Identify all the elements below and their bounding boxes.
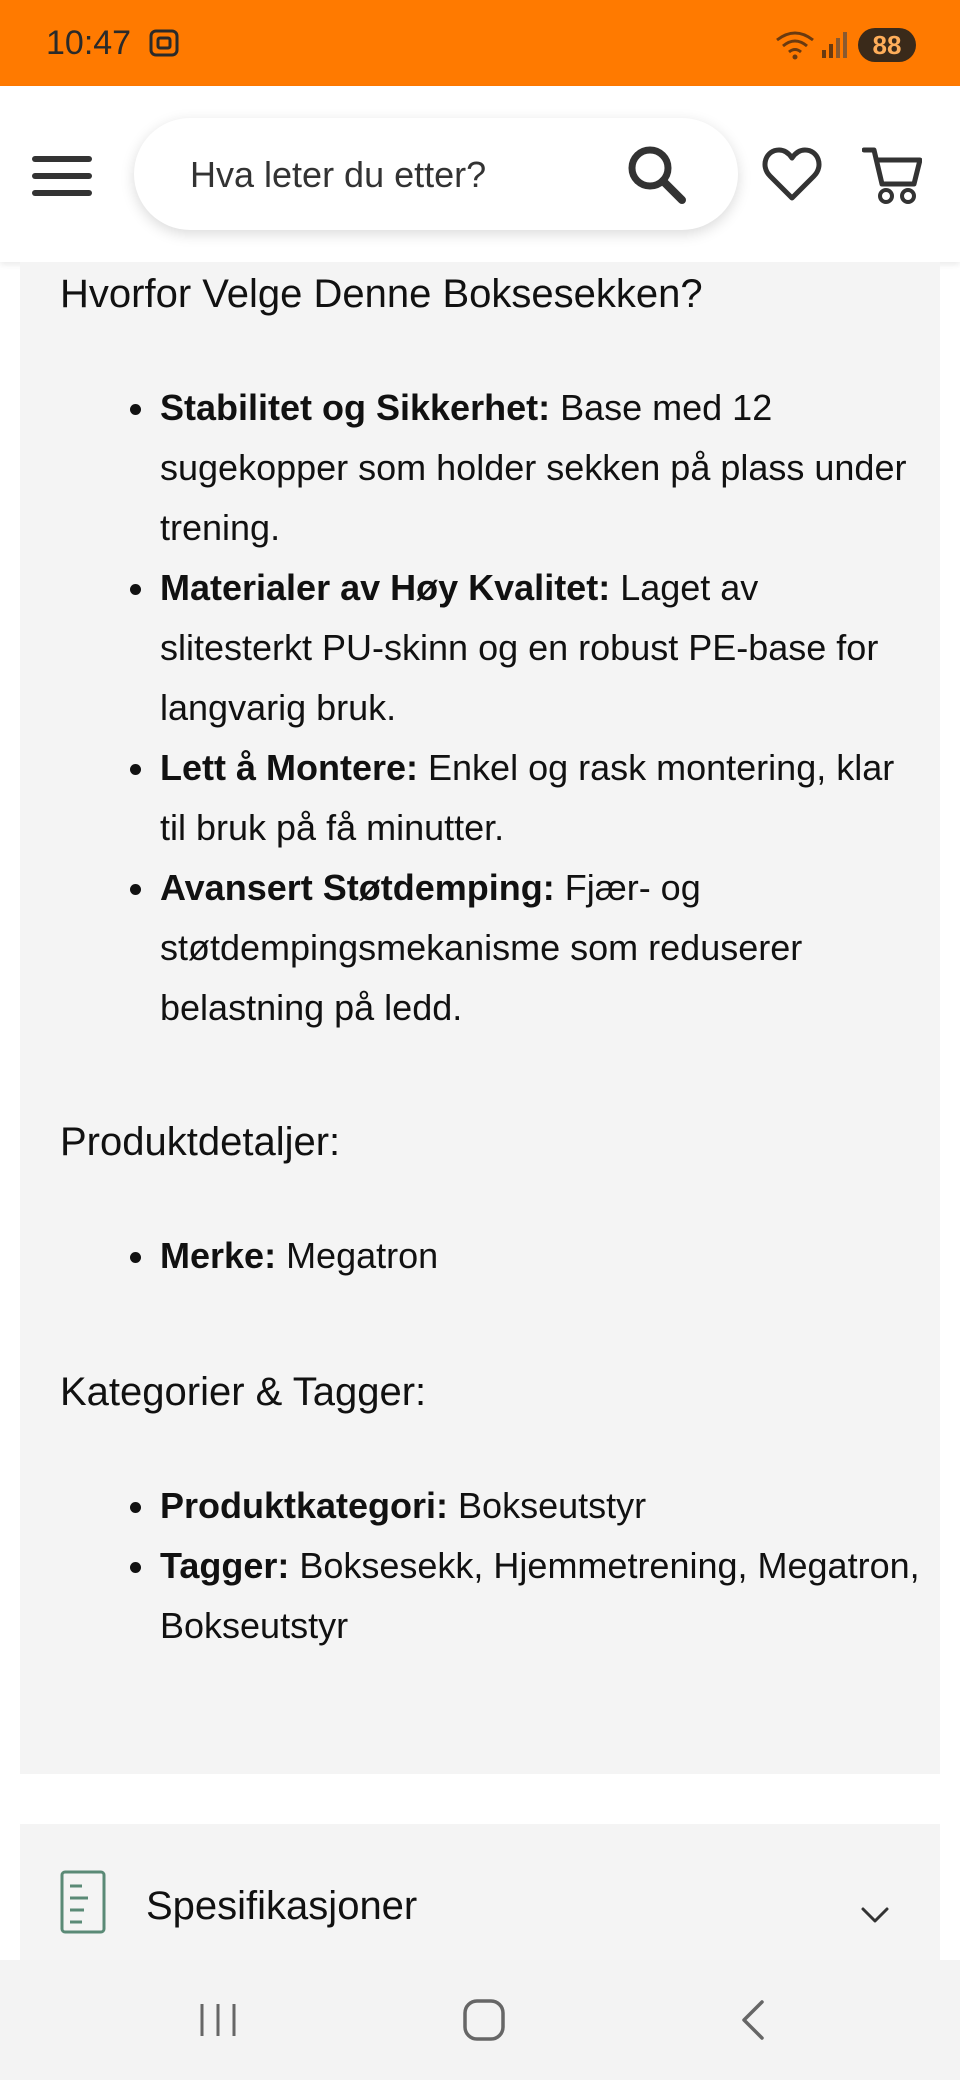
- list-item: Stabilitet og Sikkerhet: Base med 12 sugekopper som holder sekken på plass under trening.: [60, 378, 920, 558]
- menu-icon[interactable]: [30, 154, 94, 198]
- list-item: Avansert Støtdemping: Fjær- og støtdempingsmekanisme som reduserer belastning på ledd.: [60, 858, 920, 1038]
- search-icon[interactable]: [622, 140, 690, 208]
- list-item: Lett å Montere: Enkel og rask montering, klar til bruk på få minutter.: [60, 738, 920, 858]
- signal-icon: [820, 30, 850, 60]
- wifi-icon: [774, 30, 816, 60]
- section-title-details: Produktdetaljer:: [60, 1120, 341, 1164]
- list-item: Materialer av Høy Kvalitet: Laget av slitesterkt PU-skinn og en robust PE-base for langvarig bruk.: [60, 558, 920, 738]
- recents-icon[interactable]: [196, 2000, 240, 2040]
- specifications-accordion[interactable]: [20, 1824, 940, 1960]
- status-time: 10:47: [46, 24, 132, 62]
- back-icon[interactable]: [738, 1998, 766, 2042]
- status-bar: [0, 0, 960, 86]
- search-placeholder: Hva leter du etter?: [190, 154, 487, 195]
- home-icon[interactable]: [462, 1998, 506, 2042]
- list-item: Produktkategori: Bokseutstyr: [60, 1476, 920, 1536]
- list-item: Merke: Megatron: [60, 1226, 920, 1286]
- list-item: Tagger: Boksesekk, Hjemmetrening, Megatron, Bokseutstyr: [60, 1536, 920, 1656]
- cart-icon[interactable]: [862, 144, 922, 206]
- system-nav-bar: [0, 1960, 960, 2080]
- heart-icon[interactable]: [762, 146, 822, 202]
- categories-list: [60, 1476, 920, 1656]
- section-title-categories: Kategorier & Tagger:: [60, 1370, 427, 1414]
- battery-indicator: 88: [858, 28, 916, 62]
- chevron-down-icon[interactable]: [860, 1906, 890, 1924]
- site-header: [0, 86, 960, 262]
- why-list: [60, 378, 920, 1038]
- accordion-title: Spesifikasjoner: [146, 1884, 418, 1928]
- section-title-why: Hvorfor Velge Denne Boksesekken?: [60, 272, 703, 316]
- screenshot-icon: [148, 28, 180, 58]
- details-list: [60, 1226, 920, 1286]
- search-input[interactable]: [134, 118, 738, 230]
- document-icon: [60, 1870, 106, 1934]
- product-description: [20, 262, 940, 1774]
